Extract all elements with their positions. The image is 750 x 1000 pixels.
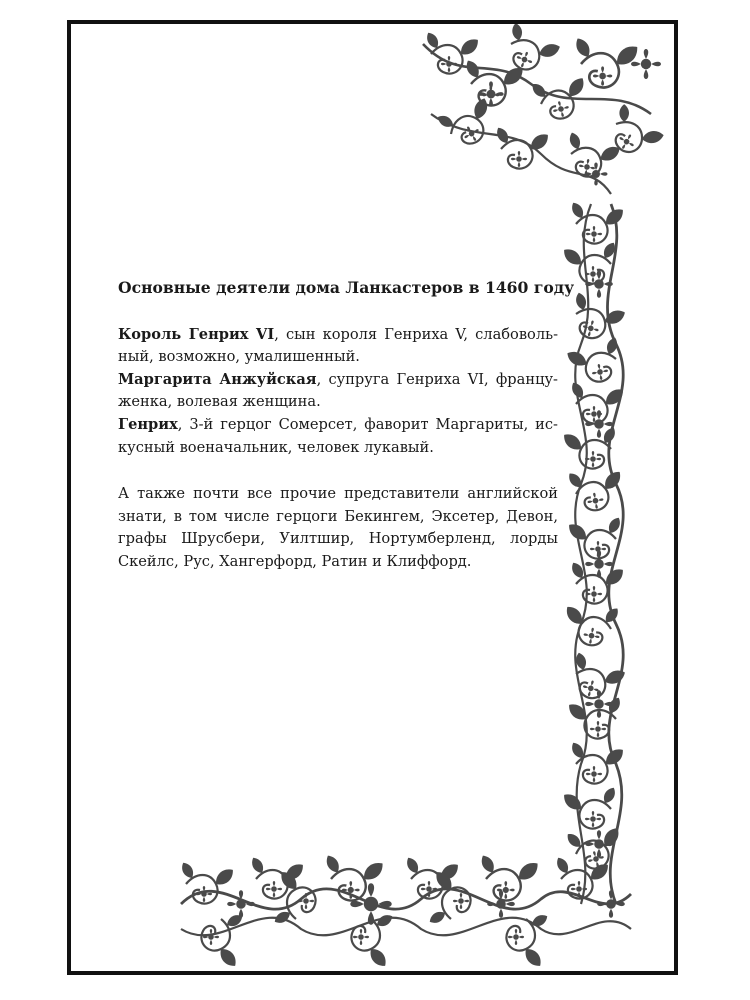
entry-henry-vi: Король Генрих VI, сын короля Генриха V, слабоволь- ный, возможно, умалишенный. <box>118 325 558 366</box>
entry-name: Король Генрих VI <box>118 325 275 343</box>
right-ornament <box>558 200 631 904</box>
page-heading: Основные деятели дома Ланкастеров в 1460 году <box>118 278 575 297</box>
nobility-paragraph: А также почти все прочие представители английской знати, в том числе герцоги Бекингем, Эксетер, Девон, графы Шрусбери, Уилтшир, Нортумберленд, лорды Скейлс, Рус, Хангерфорд, Ратин и Клиффорд. <box>118 485 558 570</box>
bottom-ornament <box>179 853 631 970</box>
entry-margaret-of-anjou: Маргарита Анжуйская, супруга Генриха VI, францу- женка, волевая женщина. <box>118 370 558 411</box>
text-block <box>118 277 575 574</box>
entry-name: Маргарита Анжуйская <box>118 370 317 388</box>
page-frame <box>67 20 678 975</box>
entry-name: Генрих <box>118 415 178 433</box>
top-ornament <box>423 24 672 194</box>
entry-henry-somerset: Генрих, 3-й герцог Сомерсет, фаворит Маргариты, ис- кусный военачальник, человек лукавый. <box>118 415 558 456</box>
